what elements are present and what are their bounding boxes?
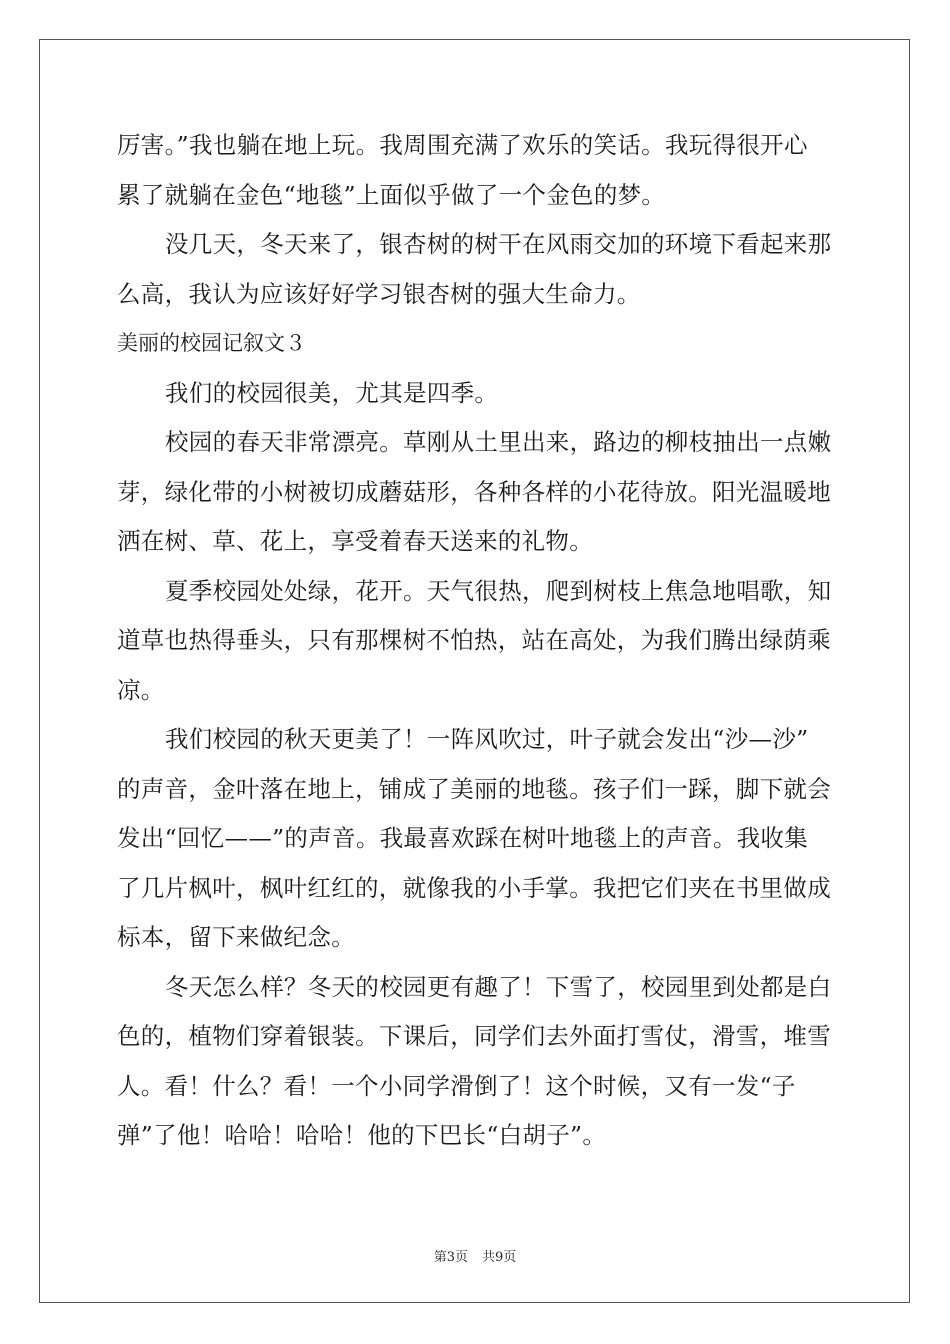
text-line-2: 累了就躺在金色“地毯”上面似乎做了一个金色的梦。	[117, 180, 666, 209]
text-line-16: 了几片枫叶，枫叶红红的，就像我的小手掌。我把它们夹在书里做成	[117, 873, 831, 902]
paragraph-start: 我们的校园很美，尤其是四季。	[165, 378, 499, 407]
paragraph-start: 没几天，冬天来了，银杏树的树干在风雨交加的环境下看起来那	[165, 230, 832, 258]
text-line-9: 洒在树、草、花上，享受着春天送来的礼物。	[117, 527, 593, 555]
section-heading: 美丽的校园记叙文３	[117, 331, 306, 355]
page-number-current: 第3页	[433, 1250, 468, 1265]
text-line-14: 的声音，金叶落在地上，铺成了美丽的地毯。孩子们一踩，脚下就会	[117, 774, 831, 803]
text-line-20: 人。看！什么？看！一个小同学滑倒了！这个时候，又有一发“子	[117, 1071, 796, 1100]
text-line-21: 弹”了他！哈哈！哈哈！他的下巴长“白胡子”。	[117, 1121, 607, 1149]
page-footer	[0, 1246, 950, 1265]
paragraph-start: 我们校园的秋天更美了！一阵风吹过，叶子就会发出“沙—沙”	[165, 725, 809, 753]
text-line-15: 发出“回忆——”的声音。我最喜欢踩在树叶地毯上的声音。我收集	[117, 824, 809, 852]
text-line-17: 标本，留下来做纪念。	[117, 923, 355, 951]
text-line-8: 芽，绿化带的小树被切成蘑菇形，各种各样的小花待放。阳光温暖地	[117, 477, 831, 506]
paragraph-start: 夏季校园处处绿，花开。天气很热，爬到树枝上焦急地唱歌，知	[165, 576, 832, 605]
paragraph-start: 冬天怎么样？冬天的校园更有趣了！下雪了，校园里到处都是白	[165, 972, 832, 1001]
paragraph-start: 校园的春天非常漂亮。草刚从土里出来，路边的柳枝抽出一点嫩	[165, 428, 832, 456]
text-line-19: 色的，植物们穿着银装。下课后，同学们去外面打雪仗，滑雪，堆雪	[117, 1022, 831, 1050]
page-number-total: 共9页	[482, 1250, 517, 1265]
text-line-11: 道草也热得垂头，只有那棵树不怕热，站在高处，为我们腾出绿荫乘	[117, 626, 831, 654]
text-line-4: 么高，我认为应该好好学习银杏树的强大生命力。	[117, 279, 641, 308]
text-line-1: 厉害。”我也躺在地上玩。我周围充满了欢乐的笑话。我玩得很开心	[117, 131, 808, 159]
document-body	[117, 121, 833, 1161]
text-line-12: 凉。	[117, 675, 165, 704]
